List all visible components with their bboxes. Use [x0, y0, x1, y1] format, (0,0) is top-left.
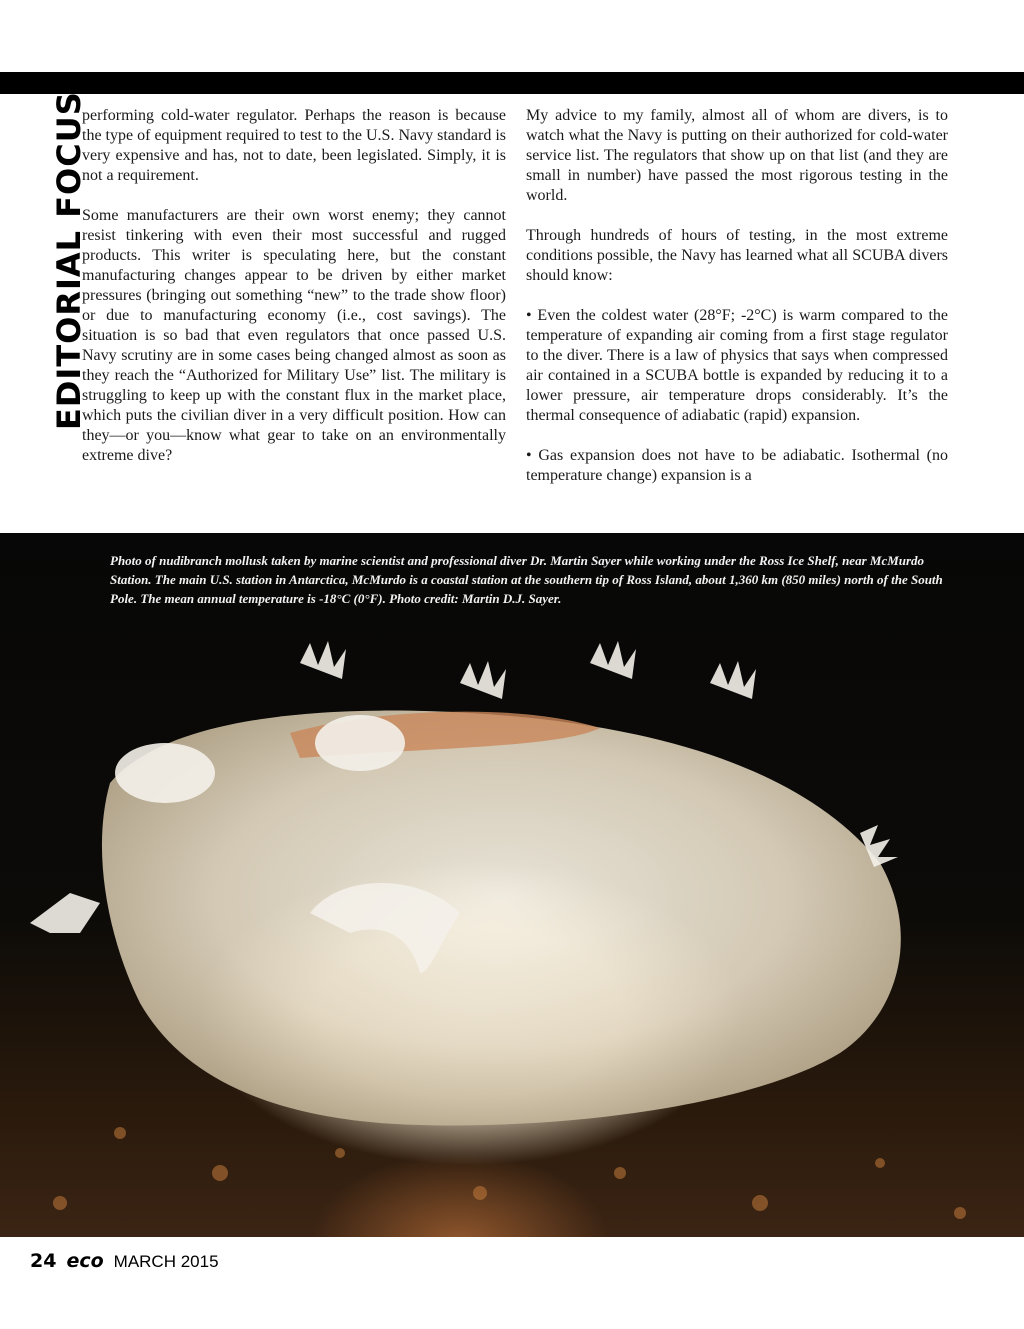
nudibranch-photo: [0, 533, 1024, 1237]
header-bar: [0, 72, 1024, 94]
page-number: 24: [30, 1250, 57, 1272]
nudibranch-illustration: [0, 533, 1024, 1237]
left-column: [82, 106, 506, 486]
bullet-paragraph: • Gas expansion does not have to be adiabatic. Isothermal (no temperature change) expansion is a: [526, 447, 948, 484]
right-column: [526, 106, 948, 506]
page-footer: [30, 1250, 219, 1274]
magazine-logo: eco: [66, 1250, 104, 1272]
paragraph: My advice to my family, almost all of whom are divers, is to watch what the Navy is putting on their authorized for cold-water service list. The regulators that show up on that list (and they are small in number) have passed the most rigorous testing in the world.: [526, 107, 948, 204]
paragraph: Through hundreds of hours of testing, in the most extreme conditions possible, the Navy has learned what all SCUBA divers should know:: [526, 227, 948, 284]
paragraph: Some manufacturers are their own worst enemy; they cannot resist tinkering with even their most successful and rugged products. This writer is speculating here, but the constant manufacturing changes appear to be driven by either market pressures (bringing out something “new” to the trade show floor) or due to manufacturing economy (i.e., cost savings). The situation is so bad that even regulators that once passed U.S. Navy scrutiny are in some cases being changed almost as soon as they reach the “Authorized for Military Use” list. The military is struggling to keep up with the constant flux in the market place, which puts the civilian diver in a very difficult position. How can they—or you—know what gear to take on an environmentally extreme dive?: [82, 207, 506, 464]
bullet-paragraph: • Even the coldest water (28°F; -2°C) is warm compared to the temperature of expanding air coming from a first stage regulator to the diver. There is a law of physics that says when compressed air contained in a SCUBA bottle is expanded by reducing it to a lower pressure, air temperature drops considerably. It’s the thermal consequence of adiabatic (rapid) expansion.: [526, 307, 948, 424]
section-label: EDITORIAL FOCUS: [50, 91, 88, 430]
issue-date: MARCH 2015: [113, 1252, 219, 1271]
photo-caption: Photo of nudibranch mollusk taken by marine scientist and professional diver Dr. Martin Sayer while working under the Ross Ice Shelf, near McMurdo Station. The main U.S. station in Antarctica, McMurdo is a coastal station at the southern tip of Ross Island, about 1,360 km (850 miles) north of the South Pole. The mean annual temperature is -18°C (0°F). Photo credit: Martin D.J. Sayer.: [110, 553, 943, 606]
paragraph: performing cold-water regulator. Perhaps the reason is because the type of equipment required to test to the U.S. Navy standard is very expensive and has, not to date, been legislated. Simply, it is not a requirement.: [82, 107, 506, 184]
